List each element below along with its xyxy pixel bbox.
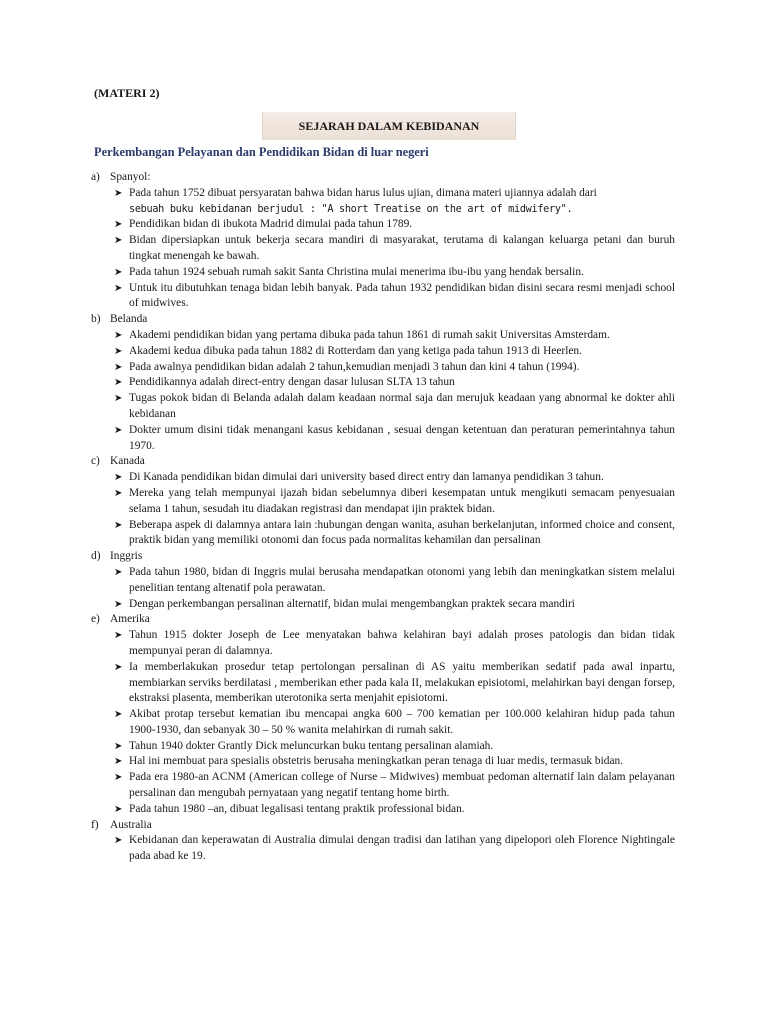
list-item-text: Akademi kedua dibuka pada tahun 1882 di Rotterdam dan yang ketiga pada tahun 1913 di Heerlen. [129,344,582,357]
list-item-text: Mereka yang telah mempunyai ijazah bidan sebelumnya diberi kesempatan untuk mengikuti semacam penyesuaian selama 1 tahun, sesudah itu diadakan registrasi dan mendapat ijin praktek bidan. [129,486,675,515]
arrow-bullet-icon: ➤ [114,803,123,815]
list-item-text: Akibat protap tersebut kematian ibu mencapai angka 600 – 700 kematian per 100.000 kelahiran hidup pada tahun 1900-1930, dan sebanyak 30 – 50 % wanita melahirkan di rumah sakit. [129,708,675,736]
list-item-text: Pada tahun 1752 dibuat persyaratan bahwa bidan harus lulus ujian, dimana materi ujiannya adalah dari [129,186,597,199]
list-item-text: Dokter umum disini tidak menangani kasus kebidanan , sesuai dengan ketentuan dan peraturan pemerintahnya tahun 1970. [129,423,675,452]
country-section [91,818,675,865]
list-item-text: Bidan dipersiapkan untuk bekerja secara mandiri di masyarakat, terutama di kalangan keluarga petani dan buruh tingkat menengah ke bawah. [129,234,675,262]
list-item [112,360,675,376]
list-item [112,739,675,755]
arrow-bullet-icon: ➤ [114,361,123,373]
list-item-text: Pada era 1980-an ACNM (American college of Nurse – Midwives) membuat pedoman alternatif lain dalam pelayanan persalinan dan mengubah pernyataan yang negatif tentang home birth. [129,771,675,800]
list-item [112,707,675,739]
list-item [112,802,675,818]
list-item [112,265,675,281]
list-item [112,470,675,486]
list-item [112,233,675,265]
list-item-text: Tahun 1940 dokter Grantly Dick meluncurkan buku tentang persalinan alamiah. [129,739,494,752]
arrow-bullet-icon: ➤ [114,835,123,847]
list-item-text: Pada tahun 1980 –an, dibuat legalisasi tentang praktik professional bidan. [129,802,465,815]
arrow-bullet-icon: ➤ [114,709,123,721]
arrow-bullet-icon: ➤ [114,598,123,610]
list-item-text: Tahun 1915 dokter Joseph de Lee menyatakan bahwa kelahiran bayi adalah proses patologis dan bidan tidak mempunyai peran di dalamnya. [129,629,675,657]
section-marker: e) [91,613,100,626]
list-item-text: Tugas pokok bidan di Belanda adalah dalam keadaan normal saja dan merujuk keadaan yang abnormal ke dokter ahli kebidanan [129,392,675,420]
section-label: Australia [110,818,152,831]
list-item-text: Dengan perkembangan persalinan alternatif, bidan mulai mengembangkan praktek secara mandiri [129,597,575,610]
bullet-list [91,186,675,312]
arrow-bullet-icon: ➤ [114,772,123,784]
list-item [112,565,675,597]
arrow-bullet-icon: ➤ [114,424,123,436]
section-marker: d) [91,550,101,563]
list-item [112,518,675,550]
arrow-bullet-icon: ➤ [114,345,123,357]
list-item-text: Akademi pendidikan bidan yang pertama dibuka pada tahun 1861 di rumah sakit Universitas Amsterdam. [129,328,610,341]
materi-label: (MATERI 2) [94,86,160,100]
section-heading [91,549,675,565]
list-item [112,597,675,613]
arrow-bullet-icon: ➤ [114,487,123,499]
country-section [91,454,675,549]
section-label: Belanda [110,313,148,326]
section-heading [91,170,675,186]
section-label: Amerika [110,613,150,626]
country-section [91,549,675,612]
arrow-bullet-icon: ➤ [114,377,123,389]
arrow-bullet-icon: ➤ [114,235,123,247]
arrow-bullet-icon: ➤ [114,740,123,752]
list-item-text: Hal ini membuat para spesialis obstetris berusaha meningkatkan peran tenaga di luar medis, termasuk bidan. [129,755,624,768]
list-item [112,754,675,770]
bullet-list [91,628,675,818]
list-item [112,217,675,233]
section-marker: b) [91,313,101,326]
section-label: Inggris [110,550,143,563]
arrow-bullet-icon: ➤ [114,519,123,531]
arrow-bullet-icon: ➤ [114,329,123,341]
arrow-bullet-icon: ➤ [114,266,123,278]
arrow-bullet-icon: ➤ [114,756,123,768]
arrow-bullet-icon: ➤ [114,472,123,484]
section-marker: c) [91,455,100,468]
list-item [112,281,675,313]
country-section [91,170,675,312]
list-item [112,770,675,802]
list-item-text: Ia memberlakukan prosedur tetap pertolongan persalinan di AS yaitu memberikan sedatif pada awal inpartu, membiarkan serviks berdilatasi , memberikan ether pada kala II, melakukan episiotomi, melahirkan bayi dengan forsep, ekstraksi plasenta, memberikan uterotonika serta menjahit episiotomi. [129,660,675,705]
arrow-bullet-icon: ➤ [114,566,123,578]
list-item-text: Di Kanada pendidikan bidan dimulai dari university based direct entry dan lamanya pendidikan 3 tahun. [129,471,604,484]
list-item-text-continued: sebuah buku kebidanan berjudul : "A short Treatise on the art of midwifery". [129,203,573,215]
list-item [112,186,675,218]
list-item-text: Pendidikan bidan di ibukota Madrid dimulai pada tahun 1789. [129,218,413,231]
document-body [91,170,675,865]
list-item [112,375,675,391]
list-item-text: Beberapa aspek di dalamnya antara lain :hubungan dengan wanita, asuhan berkelanjutan, informed choice and consent, praktik bidan yang memiliki otonomi dan focus pada normalitas kehamilan dan persalinan [129,518,675,547]
section-heading [91,312,675,328]
arrow-bullet-icon: ➤ [114,282,123,294]
bullet-list [91,470,675,549]
bullet-list [91,565,675,612]
section-heading [91,818,675,834]
list-item-text: Pada tahun 1980, bidan di Inggris mulai berusaha mendapatkan otonomi yang lebih dan meningkatkan sistem melalui penelitian tentang altenatif pola perawatan. [129,565,675,594]
list-item-text: Kebidanan dan keperawatan di Australia dimulai dengan tradisi dan latihan yang dipelopori oleh Florence Nightingale pada abad ke 19. [129,834,675,863]
arrow-bullet-icon: ➤ [114,187,123,199]
arrow-bullet-icon: ➤ [114,393,123,405]
list-item-text: Pada tahun 1924 sebuah rumah sakit Santa Christina mulai menerima ibu-ibu yang hendak bersalin. [129,265,584,278]
list-item-text: Untuk itu dibutuhkan tenaga bidan lebih banyak. Pada tahun 1932 pendidikan bidan disini secara resmi menjadi school of midwives. [129,281,675,310]
section-label: Spanyol: [110,171,151,183]
section-heading [91,612,675,628]
list-item-text: Pendidikannya adalah direct-entry dengan dasar lulusan SLTA 13 tahun [129,376,455,389]
list-item [112,328,675,344]
section-label: Kanada [110,455,145,468]
list-item [112,628,675,660]
section-heading [91,454,675,470]
country-section [91,612,675,817]
list-item [112,423,675,455]
bullet-list [91,833,675,865]
country-section [91,312,675,454]
arrow-bullet-icon: ➤ [114,630,123,642]
list-item [112,344,675,360]
arrow-bullet-icon: ➤ [114,661,123,673]
list-item [112,391,675,423]
list-item [112,486,675,518]
section-subtitle: Perkembangan Pelayanan dan Pendidikan Bidan di luar negeri [94,145,429,159]
bullet-list [91,328,675,454]
section-marker: f) [91,818,99,831]
document-title: SEJARAH DALAM KEBIDANAN [262,112,516,140]
section-marker: a) [91,171,100,183]
list-item [112,660,675,707]
list-item-text: Pada awalnya pendidikan bidan adalah 2 tahun,kemudian menjadi 3 tahun dan kini 4 tahun (1994). [129,360,580,373]
list-item [112,833,675,865]
arrow-bullet-icon: ➤ [114,219,123,231]
